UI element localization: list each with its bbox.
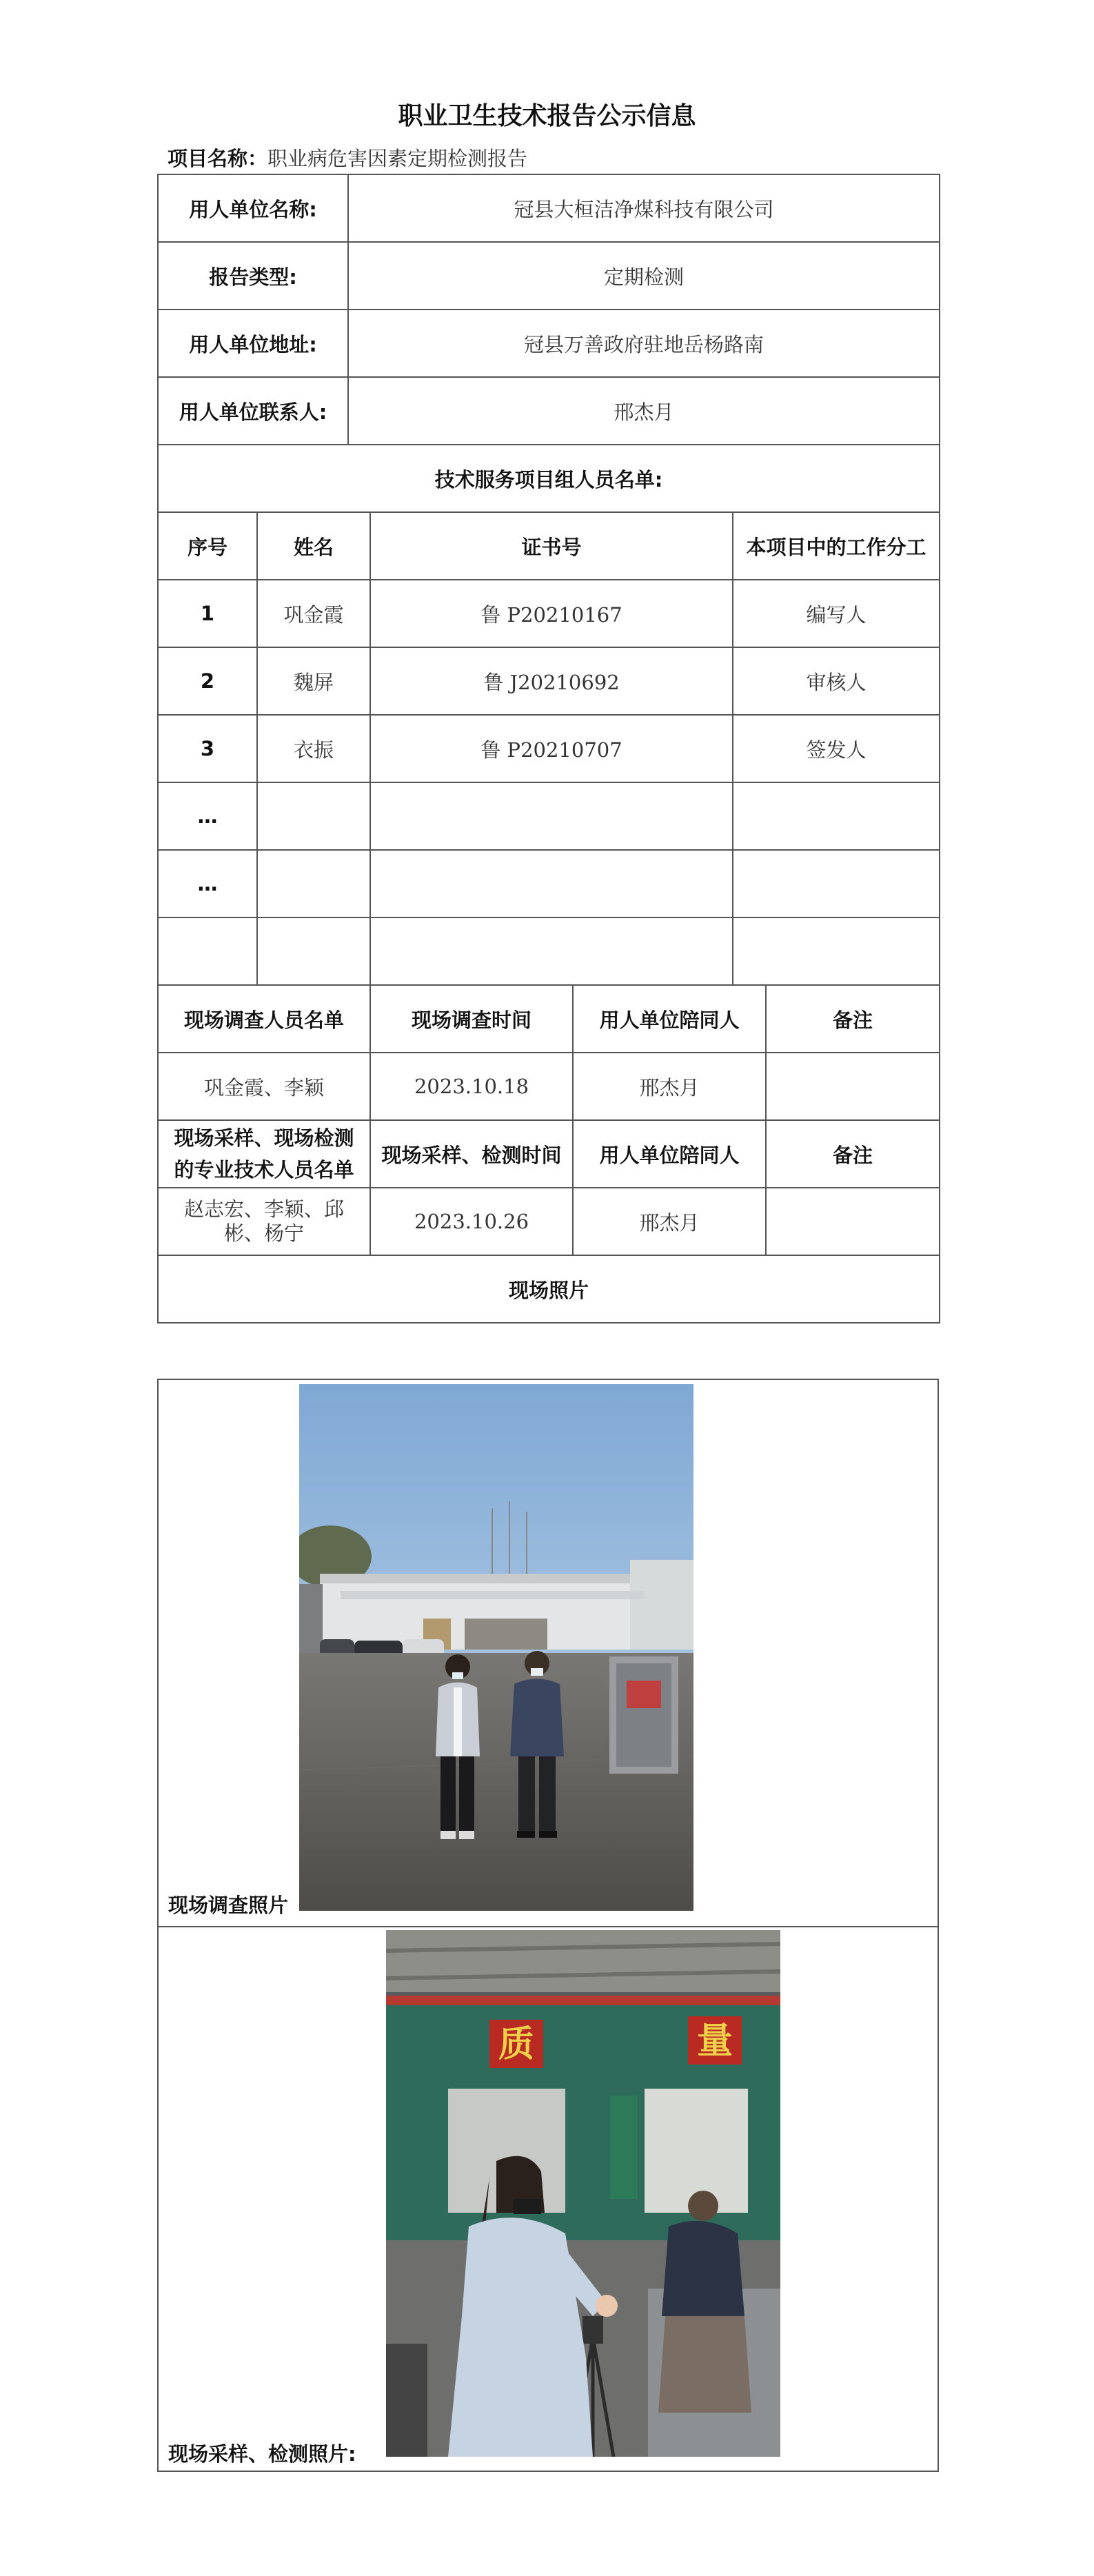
row-name <box>257 782 370 850</box>
row-no: 3 <box>158 715 257 782</box>
row-no: 2 <box>158 647 257 715</box>
survey-row <box>158 1053 940 1120</box>
sampling-escort: 邢杰月 <box>573 1188 766 1255</box>
team-col-role: 本项目中的工作分工 <box>733 512 940 580</box>
team-heading: 技术服务项目组人员名单: <box>158 445 940 512</box>
row-cert: 鲁 J20210692 <box>370 647 733 715</box>
table-row <box>158 715 940 782</box>
table-row <box>158 580 940 647</box>
sampling-row <box>158 1188 940 1255</box>
row-no: 1 <box>158 580 257 647</box>
project-value: 职业病危害因素定期检测报告 <box>267 147 528 170</box>
row-name: 魏屏 <box>257 647 370 715</box>
table-row <box>158 647 940 715</box>
sign-quality-char: 质 <box>498 2024 535 2065</box>
sampling-col-time: 现场采样、检测时间 <box>370 1120 573 1188</box>
survey-note <box>766 1053 940 1120</box>
table-row <box>158 917 940 985</box>
page-title: 职业卫生技术报告公示信息 <box>398 102 696 130</box>
address-value: 冠县万善政府驻地岳杨路南 <box>348 310 940 377</box>
report-type-label: 报告类型: <box>158 242 348 310</box>
row-name: 衣振 <box>257 715 370 782</box>
row-no <box>158 917 257 985</box>
survey-time: 2023.10.18 <box>370 1053 573 1120</box>
row-cert <box>370 917 733 985</box>
sampling-photo <box>386 1930 780 2457</box>
row-role <box>733 917 940 985</box>
photos-divider <box>159 1926 938 1927</box>
row-name: 巩金霞 <box>257 580 370 647</box>
survey-col-people: 现场调查人员名单 <box>158 985 370 1053</box>
survey-col-note: 备注 <box>766 985 940 1053</box>
project-line <box>168 143 527 172</box>
contact-value: 邢杰月 <box>348 377 940 445</box>
row-cert <box>370 850 733 917</box>
sign-quantity-char: 量 <box>696 2020 733 2062</box>
report-info-table <box>157 174 940 1324</box>
row-role: 审核人 <box>733 647 940 715</box>
report-type-value: 定期检测 <box>348 242 940 310</box>
address-label: 用人单位地址: <box>158 310 348 377</box>
sampling-col-escort: 用人单位陪同人 <box>573 1120 766 1188</box>
sampling-header-row <box>158 1120 940 1188</box>
sampling-people: 赵志宏、李颖、邱彬、杨宁 <box>158 1188 370 1255</box>
unit-name-value: 冠县大桓洁净煤科技有限公司 <box>348 174 940 242</box>
row-name <box>257 917 370 985</box>
row-cert <box>370 782 733 850</box>
photos-table <box>157 1379 939 2472</box>
team-col-name: 姓名 <box>257 512 370 580</box>
unit-name-label: 用人单位名称: <box>158 174 348 242</box>
team-col-no: 序号 <box>158 512 257 580</box>
survey-header-row <box>158 985 940 1053</box>
row-role <box>733 782 940 850</box>
survey-photo-label: 现场调查照片 <box>168 1894 289 1917</box>
row-no: … <box>158 782 257 850</box>
row-cert: 鲁 P20210167 <box>370 580 733 647</box>
sampling-note <box>766 1188 940 1255</box>
sampling-col-note: 备注 <box>766 1120 940 1188</box>
row-name <box>257 850 370 917</box>
row-role <box>733 850 940 917</box>
table-row <box>158 850 940 917</box>
sampling-photo-label: 现场采样、检测照片: <box>168 2442 356 2466</box>
project-label: 项目名称： <box>168 147 268 170</box>
contact-label: 用人单位联系人: <box>158 377 348 445</box>
row-no: … <box>158 850 257 917</box>
row-cert: 鲁 P20210707 <box>370 715 733 782</box>
survey-col-escort: 用人单位陪同人 <box>573 985 766 1053</box>
survey-escort: 邢杰月 <box>573 1053 766 1120</box>
team-col-cert: 证书号 <box>370 512 733 580</box>
photos-heading: 现场照片 <box>158 1255 940 1323</box>
survey-photo <box>299 1384 693 1911</box>
team-header-row <box>158 512 940 580</box>
table-row <box>158 782 940 850</box>
survey-people: 巩金霞、李颖 <box>158 1053 370 1120</box>
row-role: 编写人 <box>733 580 940 647</box>
row-role: 签发人 <box>733 715 940 782</box>
survey-col-time: 现场调查时间 <box>370 985 573 1053</box>
sampling-time: 2023.10.26 <box>370 1188 573 1255</box>
sampling-col-people: 现场采样、现场检测的专业技术人员名单 <box>158 1120 370 1188</box>
